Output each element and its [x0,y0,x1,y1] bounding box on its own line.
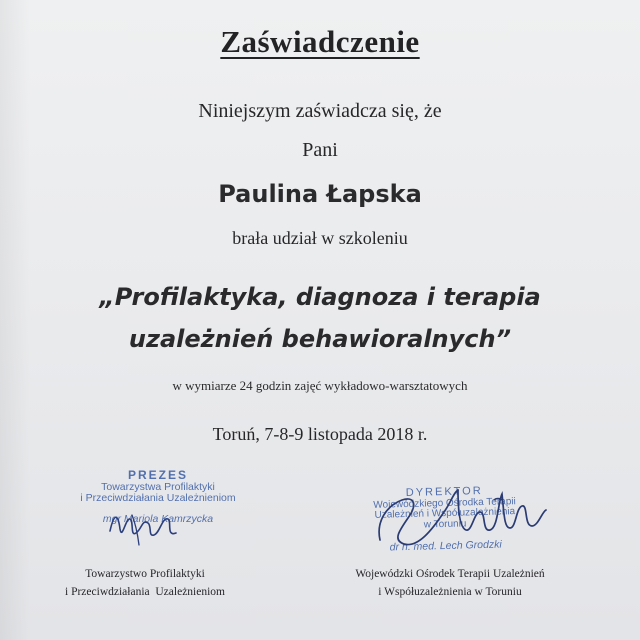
stamp-right-name: dr n. med. Lech Grodzki [389,538,502,554]
course-title-line-1: „Profilaktyka, diagnoza i terapia [99,283,541,311]
institution-right-line-1: Wojewódzki Ośrodek Terapii Uzależnień [355,568,545,580]
intro-text: Niniejszym zaświadcza się, że [198,100,442,122]
stamp-right-line-2: Uzależnień i Współuzależnienia [374,506,516,521]
institution-left-line-1: Towarzystwo Profilaktyki [85,568,205,580]
stamp-right-line-3: w Toruniu [423,517,467,531]
signature-left [108,507,178,547]
stamp-right-role: DYREKTOR [405,485,483,500]
course-title-line-2: uzależnień behawioralnych” [128,325,512,353]
institution-right-line-2: i Współuzależnienia w Toruniu [378,585,522,598]
stamp-left-role: PREZES [127,468,188,482]
stamp-left-line-2: i Przeciwdziałania Uzależnieniom [80,491,236,504]
stamp-left-name: mgr Mariola Kamrzycka [102,512,214,525]
place-and-date: Toruń, 7-8-9 listopada 2018 r. [212,424,428,444]
stamp-left-line-1: Towarzystwa Profilaktyki [101,480,215,493]
course-scope: w wymiarze 24 godzin zajęć wykładowo-warsztatowych [172,378,468,393]
page-shadow [0,0,30,640]
signature-right [374,482,564,554]
institution-right [330,566,570,602]
participation-text: brała udział w szkoleniu [232,228,408,248]
institution-left [20,566,270,602]
certificate-title: Zaświadczenie [220,24,420,59]
salutation: Pani [302,139,338,161]
recipient-name: Paulina Łapska [218,180,422,208]
institution-left-line-2: i Przeciwdziałania Uzależnieniom [65,585,225,598]
stamp-right-line-1: Wojewódzkiego Ośrodka Terapii [373,495,516,511]
